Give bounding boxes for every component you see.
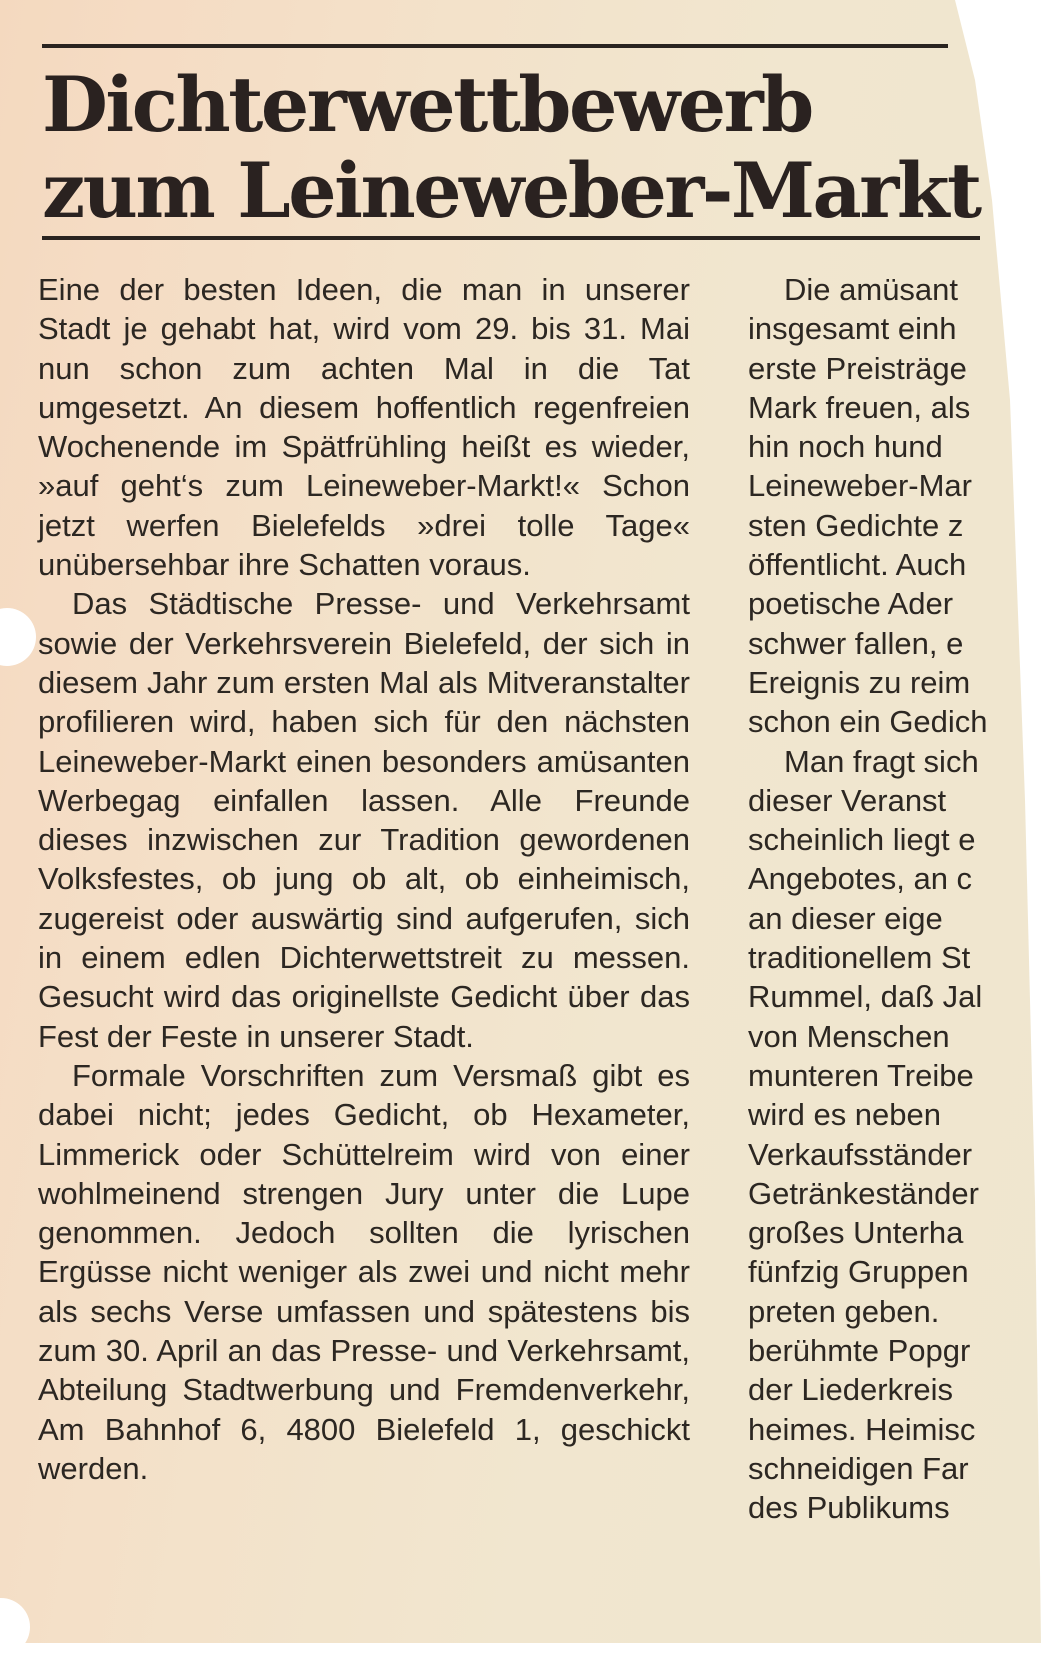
headline-rule-top	[42, 44, 948, 48]
right-column-line: Rummel, daß Jal	[748, 979, 983, 1015]
right-column-line: an dieser eige	[748, 900, 943, 936]
right-column-line: Mark freuen, als	[748, 389, 971, 425]
right-column-line: Die amüsant	[784, 272, 959, 307]
right-column-line: des Publikums	[748, 1490, 950, 1526]
headline-line-2: zum Leineweber-Markt	[42, 146, 980, 235]
right-column-line: berühmte Popgr	[748, 1333, 971, 1369]
right-column-line: Ereignis zu reim	[748, 664, 971, 700]
article-paragraph-2: Das Städtische Presse- und Verkehrsamt sowie der Verkehrsverein Bielefeld, der sich in diesem Jahr zum ersten Mal als Mitveranstalter profilieren wird, haben sich für den nächsten Leineweber-Markt einen besonders amüsanten Werbegag einfallen lassen. Alle Freunde dieses inzwischen zur Tradition gewordenen Volksfestes, ob jung ob alt, ob einheimisch, zugereist oder auswärtig sind aufgerufen, sich in einem edlen Dichterwettstreit zu messen. Gesucht wird das originellste Gedicht über das Fest der Feste in unserer Stadt.	[38, 586, 690, 1054]
right-column-line: fünfzig Gruppen	[748, 1254, 969, 1290]
right-column-line: munteren Treibe	[748, 1057, 974, 1093]
right-column-line: wird es neben	[748, 1097, 942, 1133]
article-paragraph-3: Formale Vorschriften zum Versmaß gibt es dabei nicht; jedes Gedicht, ob Hexameter, Limmerick oder Schüttelreim wird von einer wohlmeinend strengen Jury unter die Lupe genommen. Jedoch sollten die lyrischen Ergüsse nicht weniger als zwei und nicht mehr als sechs Verse umfassen und spätestens bis zum 30. April an das Presse- und Verkehrsamt, Abteilung Stadtwerbung und Fremdenverkehr, Am Bahnhof 6, 4800 Bielefeld 1, geschickt werden.	[38, 1057, 690, 1486]
headline	[42, 60, 980, 235]
right-column-line: der Liederkreis	[748, 1372, 954, 1408]
right-column-line: scheinlich liegt e	[748, 822, 976, 858]
right-column-line: traditionellem St	[748, 940, 971, 976]
headline-rule-bottom	[42, 236, 980, 240]
right-column-line: von Menschen	[748, 1018, 950, 1054]
right-column-line: Angebotes, an c	[748, 861, 973, 897]
right-column-line: sten Gedichte z	[748, 507, 964, 543]
right-column-line: Verkaufsständer	[748, 1136, 973, 1172]
right-column-line: schneidigen Far	[748, 1450, 969, 1486]
article-left-column	[38, 270, 690, 1488]
right-column-line: öffentlicht. Auch	[748, 547, 967, 583]
right-column-line: erste Preisträge	[748, 350, 967, 386]
article-paragraph-1: Eine der besten Ideen, die man in unserer Stadt je gehabt hat, wird vom 29. bis 31. Mai nun schon zum achten Mal in die Tat umgesetzt. An diesem hoffentlich regenfreien Wochenende im Spätfrühling heißt es wieder, »auf geht‘s zum Leineweber-Markt!« Schon jetzt werfen Bielefelds »drei tolle Tage« unübersehbar ihre Schatten voraus.	[38, 272, 690, 583]
right-column-line: hin noch hund	[748, 429, 943, 465]
right-column-line: poetische Ader	[748, 586, 954, 622]
article-right-column	[748, 270, 1041, 1528]
right-column-line: preten geben.	[748, 1293, 940, 1329]
right-column-line: heimes. Heimisc	[748, 1411, 976, 1447]
right-column-line: schon ein Gedich	[748, 704, 988, 740]
right-column-line: Leineweber-Mar	[748, 468, 972, 504]
right-column-line: schwer fallen, e	[748, 625, 964, 661]
right-column-line: Man fragt sich	[784, 743, 979, 779]
right-column-line: insgesamt einh	[748, 311, 957, 347]
right-column-line: Getränkeständer	[748, 1175, 979, 1211]
right-column-line: großes Unterha	[748, 1215, 964, 1251]
right-column-line: dieser Veranst	[748, 782, 947, 818]
headline-line-1: Dichterwettbewerb	[42, 60, 812, 149]
